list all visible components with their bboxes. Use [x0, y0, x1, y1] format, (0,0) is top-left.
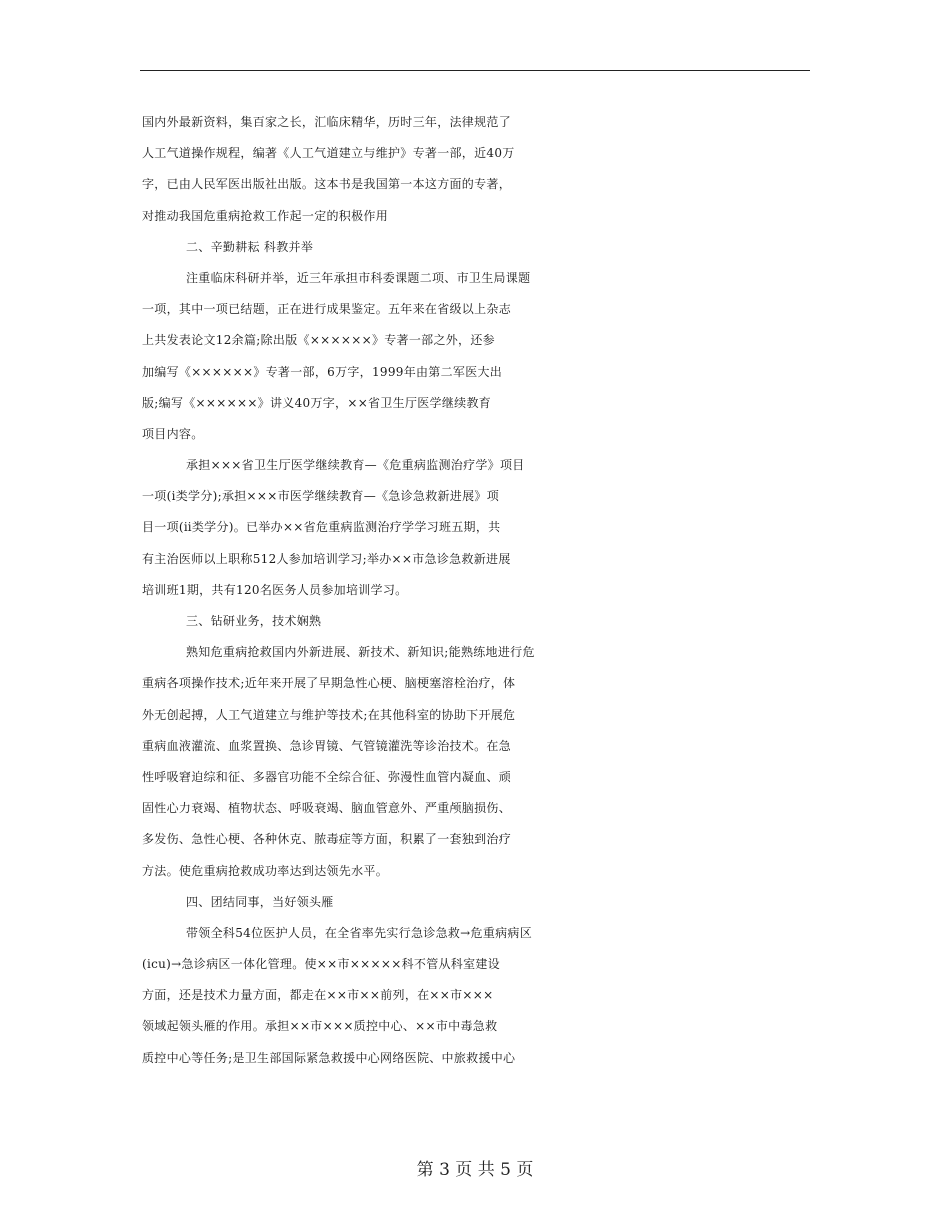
- text-line: 版;编写《××××××》讲义40万字，××省卫生厅医学继续教育: [142, 395, 492, 410]
- text-line: 一项，其中一项已结题，正在进行成果鉴定。五年来在省级以上杂志: [142, 302, 512, 317]
- text-line: 三、钻研业务，技术娴熟: [186, 614, 322, 628]
- text-line: 项目内容。: [142, 426, 204, 441]
- text-line: 人工气道操作规程，编著《人工气道建立与维护》专著一部，近40万: [142, 146, 515, 161]
- text-line: 外无创起搏，人工气道建立与维护等技术;在其他科室的协助下开展危: [142, 707, 516, 722]
- text-line: 质控中心等任务;是卫生部国际紧急救援中心网络医院、中旅救援中心: [142, 1050, 516, 1065]
- text-line: 重病血液灌流、血浆置换、急诊胃镜、气管镜灌洗等诊治技术。在急: [142, 738, 512, 753]
- text-line: 二、辛勤耕耘 科教并举: [186, 239, 314, 254]
- text-line: 方法。使危重病抢救成功率达到达领先水平。: [142, 863, 389, 878]
- text-line: 多发伤、急性心梗、各种休克、脓毒症等方面，积累了一套独到治疗: [142, 832, 512, 847]
- text-line: 注重临床科研并举，近三年承担市科委课题二项、市卫生局课题: [186, 270, 531, 285]
- document-body: [142, 107, 812, 1074]
- page-footer: 第 3 页 共 5 页: [416, 1160, 534, 1180]
- text-line: 字，已由人民军医出版社出版。这本书是我国第一本这方面的专著，: [142, 177, 512, 192]
- text-line: 加编写《××××××》专著一部，6万字，1999年由第二军医大出: [142, 364, 503, 379]
- text-line: 国内外最新资料，集百家之长，汇临床精华，历时三年，法律规范了: [142, 115, 512, 129]
- text-line: 上共发表论文12余篇;除出版《××××××》专著一部之外，还参: [142, 333, 495, 348]
- text-line: 性呼吸窘迫综和征、多器官功能不全综合征、弥漫性血管内凝血、顽: [142, 769, 512, 784]
- text-line: 对推动我国危重病抢救工作起一定的积极作用: [142, 208, 389, 223]
- header-rule: [140, 70, 810, 71]
- text-line: 四、团结同事，当好领头雁: [186, 894, 334, 909]
- text-line: (icu)→急诊病区一体化管理。使××市×××××科不管从科室建设: [142, 957, 500, 972]
- text-line: 重病各项操作技术;近年来开展了早期急性心梗、脑梗塞溶栓治疗，体: [142, 676, 516, 691]
- text-line: 一项(ⅰ类学分);承担×××市医学继续教育—《急诊急救新进展》项: [142, 489, 500, 504]
- text-line: 有主治医师以上职称512人参加培训学习;举办××市急诊急救新进展: [142, 551, 511, 566]
- text-line: 领域起领头雁的作用。承担××市×××质控中心、××市中毒急救: [142, 1019, 498, 1034]
- text-line: 方面，还是技术力量方面，都走在××市××前列，在××市×××: [142, 988, 494, 1003]
- text-line: 带领全科54位医护人员，在全省率先实行急诊急救→危重病病区: [186, 925, 533, 940]
- text-line: 培训班1期，共有120名医务人员参加培训学习。: [142, 582, 408, 597]
- text-line: 固性心力衰竭、植物状态、呼吸衰竭、脑血管意外、严重颅脑损伤、: [142, 801, 512, 816]
- text-line: 承担×××省卫生厅医学继续教育—《危重病监测治疗学》项目: [186, 458, 525, 473]
- text-line: 目一项(ⅱ类学分)。已举办××省危重病监测治疗学学习班五期，共: [142, 520, 501, 535]
- text-line: 熟知危重病抢救国内外新进展、新技术、新知识;能熟练地进行危: [186, 645, 535, 660]
